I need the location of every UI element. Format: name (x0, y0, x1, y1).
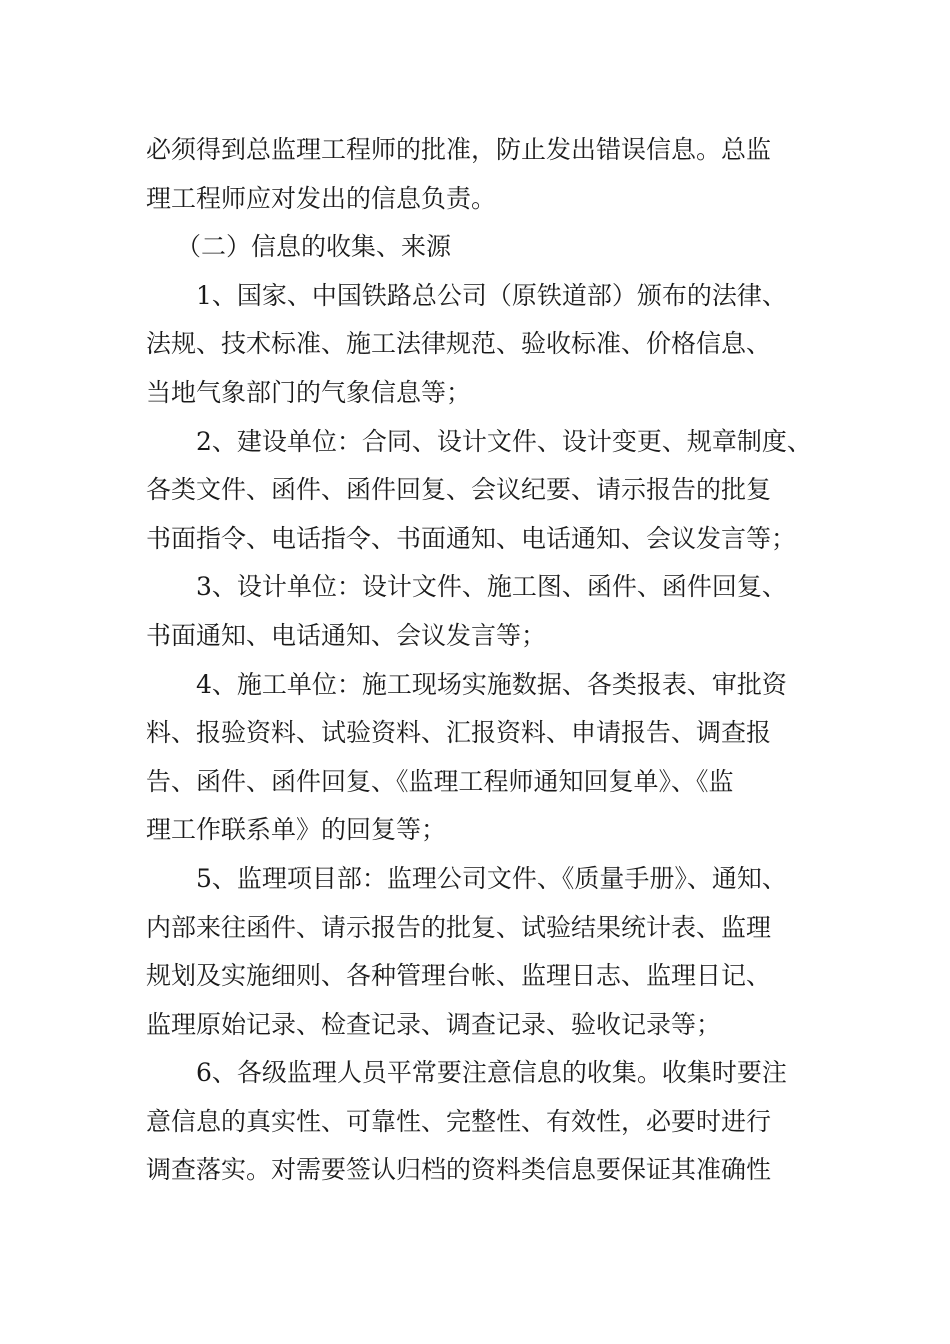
text-line: 各类文件、函件、函件回复、会议纪要、请示报告的批复 (146, 475, 772, 505)
text-line: 当地气象部门的气象信息等； (146, 377, 472, 407)
text-line: 料、报验资料、试验资料、汇报资料、申请报告、调查报 (146, 718, 772, 748)
text-line: 意信息的真实性、可靠性、完整性、有效性，必要时进行 (146, 1106, 772, 1136)
text-line: 监理原始记录、检查记录、调查记录、验收记录等； (146, 1009, 722, 1039)
text-line: 告、函件、函件回复、《监理工程师通知回复单》、《监 (146, 766, 734, 796)
list-item-5-start: 5、监理项目部：监理公司文件、《质量手册》、通知、 (196, 863, 787, 893)
text-line: 理工程师应对发出的信息负责。 (146, 183, 497, 213)
list-item-3-start: 3、设计单位：设计文件、施工图、函件、函件回复、 (196, 572, 787, 602)
text-line: 内部来往函件、请示报告的批复、试验结果统计表、监理 (146, 912, 772, 942)
text-line: 调查落实。对需要签认归档的资料类信息要保证其准确性 (146, 1155, 772, 1185)
text-line: 法规、技术标准、施工法律规范、验收标准、价格信息、 (146, 329, 772, 359)
text-line: 书面通知、电话通知、会议发言等； (146, 620, 547, 650)
list-item-6-start: 6、各级监理人员平常要注意信息的收集。收集时要注 (196, 1058, 787, 1088)
list-item-4-start: 4、施工单位：施工现场实施数据、各类报表、审批资 (196, 669, 787, 699)
document-body (146, 126, 836, 1195)
list-item-1-start: 1、国家、中国铁路总公司（原铁道部）颁布的法律、 (196, 280, 787, 310)
list-item-2-start: 2、建设单位：合同、设计文件、设计变更、规章制度、 (196, 426, 812, 456)
section-heading: （二）信息的收集、来源 (176, 232, 452, 262)
text-line: 必须得到总监理工程师的批准，防止发出错误信息。总监 (146, 135, 772, 164)
text-line: 书面指令、电话指令、书面通知、电话通知、会议发言等； (146, 523, 797, 553)
text-line: 理工作联系单》的回复等； (146, 815, 447, 845)
text-line: 规划及实施细则、各种管理台帐、监理日志、监理日记、 (146, 961, 772, 991)
